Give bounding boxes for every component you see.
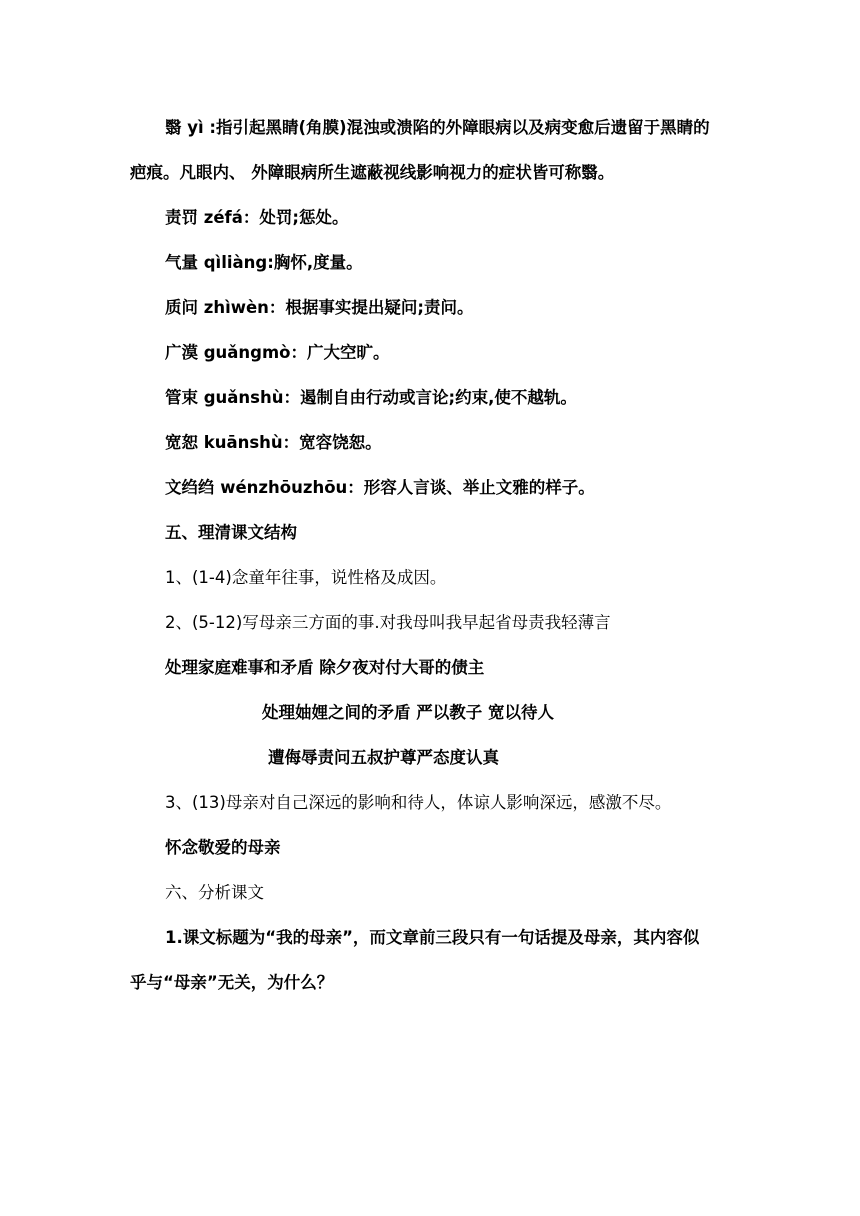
text-line: 气量 qìliàng:胸怀,度量。 <box>165 253 363 272</box>
text-line: 疤痕。凡眼内、 外障眼病所生遮蔽视线影响视力的症状皆可称翳。 <box>130 163 615 182</box>
text-line: 广漠 guǎngmò：广大空旷。 <box>165 343 390 362</box>
text-line: 怀念敬爱的母亲 <box>165 838 281 857</box>
text-line: 文绉绉 wénzhōuzhōu：形容人言谈、举止文雅的样子。 <box>165 478 595 497</box>
text-line: 2、(5-12)写母亲三方面的事.对我母叫我早起省母责我轻薄言 <box>165 613 611 632</box>
text-line: 1.课文标题为“我的母亲”，而文章前三段只有一句话提及母亲，其内容似 <box>165 928 700 947</box>
section-heading: 六、分析课文 <box>165 883 264 902</box>
section-heading: 五、理清课文结构 <box>165 523 297 542</box>
text-line: 处理妯娌之间的矛盾 严以教子 宽以待人 <box>262 703 554 722</box>
text-line: 责罚 zéfá：处罚;惩处。 <box>165 208 349 227</box>
text-line: 管束 guǎnshù：遏制自由行动或言论;约束,使不越轨。 <box>165 388 577 407</box>
text-line: 1、(1-4)念童年往事，说性格及成因。 <box>165 568 447 587</box>
text-line: 遭侮辱责问五叔护尊严态度认真 <box>268 748 499 767</box>
text-line: 宽恕 kuānshù：宽容饶恕。 <box>165 433 382 452</box>
text-line: 翳 yì :指引起黑睛(角膜)混浊或溃陷的外障眼病以及病变愈后遗留于黑睛的 <box>165 118 710 137</box>
text-line: 质问 zhìwèn：根据事实提出疑问;责问。 <box>165 298 474 317</box>
text-line: 3、(13)母亲对自己深远的影响和待人，体谅人影响深远，感激不尽。 <box>165 793 672 812</box>
text-line: 乎与“母亲”无关，为什么？ <box>130 973 334 992</box>
text-line: 处理家庭难事和矛盾 除夕夜对付大哥的债主 <box>165 658 485 677</box>
